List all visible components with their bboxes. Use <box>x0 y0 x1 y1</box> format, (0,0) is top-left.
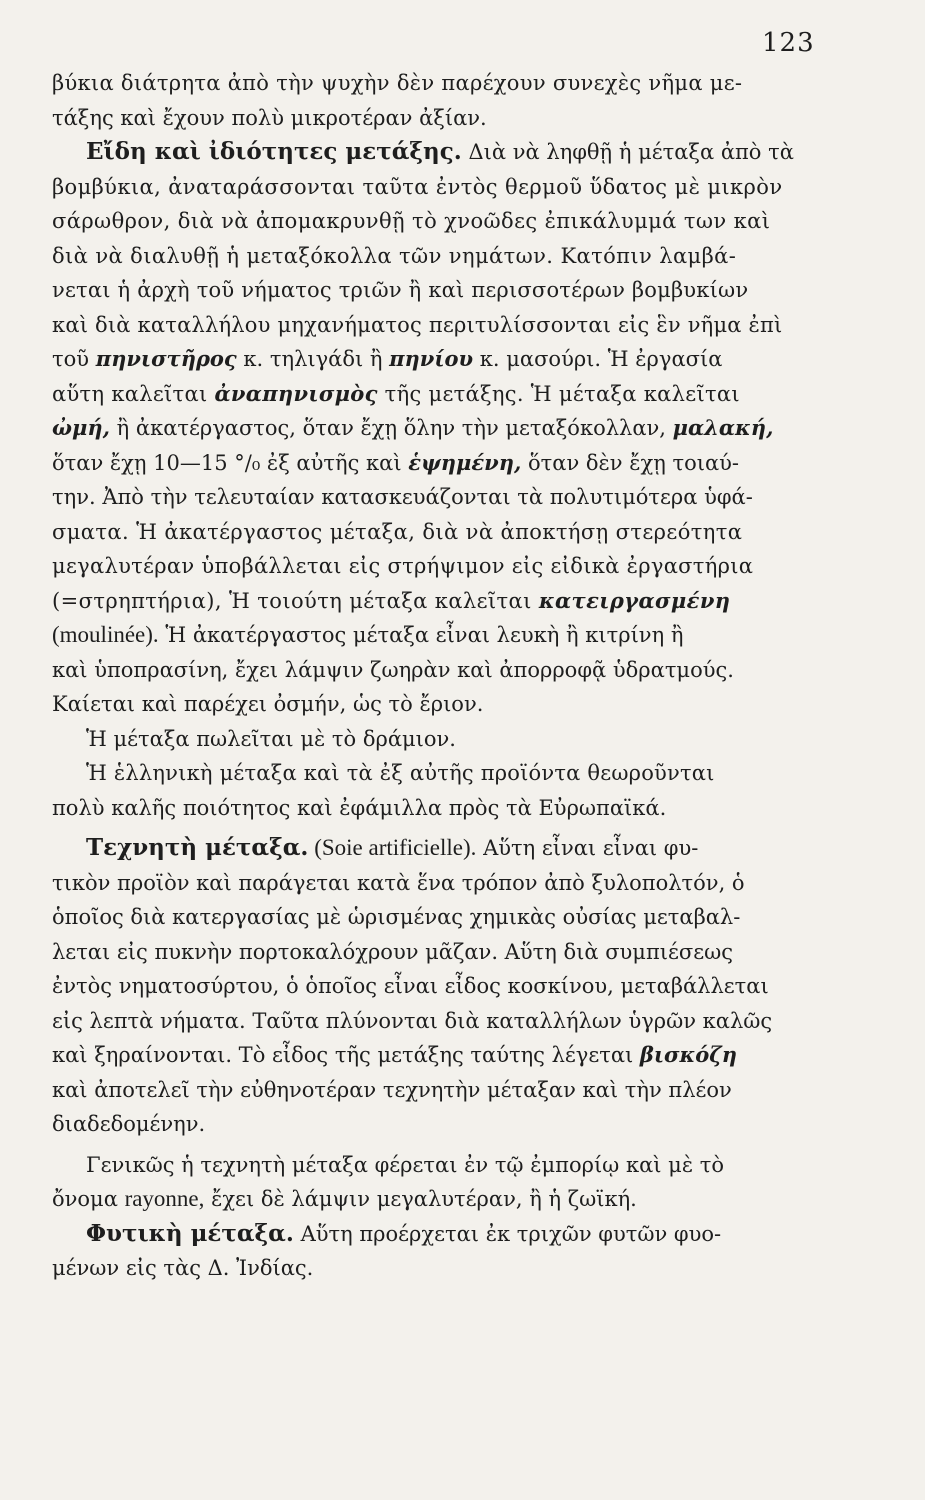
text-span: αὕτη καλεῖται <box>52 381 215 406</box>
text-span: Αὕτη εἶναι εἶναι φυ- <box>476 836 699 860</box>
text-line: εἰς λεπτὰ νήματα. Ταῦτα πλύνονται διὰ καταλλήλων ὑγρῶν καλῶς <box>52 1008 773 1033</box>
text-line <box>52 446 812 481</box>
text-span: ὅταν δὲν ἔχῃ τοιαύ- <box>521 450 740 475</box>
emphasized-term: ὠμή, <box>52 415 110 440</box>
text-line: νεται ἡ ἀρχὴ τοῦ νήματος τριῶν ἢ καὶ περισσοτέρων βομβυκίων <box>52 278 749 302</box>
paragraph-2 <box>52 135 812 722</box>
text-span: ἢ ἀκατέργαστος, ὅταν ἔχῃ ὅλην τὴν μεταξόκολλαν, <box>109 416 673 440</box>
text-line: μεγαλυτέραν ὑποβάλλεται εἰς στρήψιμον εἰς εἰδικὰ ἐργαστήρια <box>52 554 754 578</box>
text-span: Ἡ ἀκατέργαστος μέταξα εἶναι λευκὴ ἢ κιτρίνη ἢ <box>158 623 684 647</box>
text-line: βύκια διάτρητα ἀπὸ τὴν ψυχὴν δὲν παρέχουν συνεχὲς νῆμα με- <box>52 71 743 95</box>
section-heading: Τεχνητὴ μέταξα. <box>86 834 309 861</box>
text-span: τῆς μετάξης. Ἡ μέταξα καλεῖται <box>377 381 740 406</box>
text-line: την. Ἀπὸ τὴν τελευταίαν κατασκευάζονται τὰ πολυτιμότερα ὑφά- <box>52 485 753 509</box>
emphasized-term: πηνίου <box>389 346 474 371</box>
text-line: Καίεται καὶ παρέχει ὀσμήν, ὡς τὸ ἔριον. <box>52 692 484 716</box>
text-line: διαδεδομένην. <box>52 1112 206 1136</box>
paragraph-7 <box>52 1217 812 1286</box>
text-line: σματα. Ἡ ἀκατέργαστος μέταξα, διὰ νὰ ἀποκτήσῃ στερεότητα <box>52 519 743 544</box>
section-heading: Φυτικὴ μέταξα. <box>86 1219 294 1247</box>
emphasized-term: πηνιστῆρος <box>95 346 237 371</box>
text-line: βομβύκια, ἀναταράσσονται ταῦτα ἐντὸς θερμοῦ ὕδατος μὲ μικρὸν <box>52 174 783 199</box>
paragraph-6 <box>52 1148 812 1217</box>
emphasized-term: ἑψημένη, <box>408 449 522 475</box>
text-line: σάρωθρον, διὰ νὰ ἀπομακρυνθῇ τὸ χνοῶδες ἐπικάλυμμά των καὶ <box>52 209 771 233</box>
emphasized-term: μαλακή, <box>672 415 774 440</box>
text-line <box>52 1217 812 1252</box>
text-line: ὁποῖος διὰ κατεργασίας μὲ ὡρισμένας χημικὰς οὐσίας μεταβαλ- <box>52 905 741 929</box>
text-span: ἔχει δὲ λάμψιν μεγαλυτέραν, ἢ ἡ ζωϊκή. <box>204 1187 637 1211</box>
text-span: κ. μασούρι. Ἡ ἐργασία <box>473 347 723 371</box>
text-line <box>52 584 812 619</box>
emphasized-term: κατειργασμένη <box>538 587 731 613</box>
text-line: πολὺ καλῆς ποιότητος καὶ ἐφάμιλλα πρὸς τὰ Εὐρωπαϊκά. <box>52 795 667 820</box>
page-number: 123 <box>762 28 815 58</box>
text-line <box>52 135 812 170</box>
text-line <box>52 1182 812 1217</box>
text-line <box>52 831 812 866</box>
latin-term: (Soie artificielle). <box>308 835 477 860</box>
text-span: (=στρηπτήρια), Ἡ τοιούτη μέταξα καλεῖται <box>52 588 539 613</box>
text-line: μένων εἰς τὰς Δ. Ἰνδίας. <box>52 1256 314 1280</box>
text-span: Αὕτη προέρχεται ἐκ τριχῶν φυτῶν φυο- <box>293 1221 722 1246</box>
paragraph-5 <box>52 831 812 1142</box>
text-span: καὶ ξηραίνονται. Τὸ εἶδος τῆς μετάξης ταύτης λέγεται <box>52 1043 640 1067</box>
text-line: Ἡ ἑλληνικὴ μέταξα καὶ τὰ ἐξ αὐτῆς προϊόντα θεωροῦνται <box>86 761 715 785</box>
latin-term: rayonne, <box>124 1186 205 1211</box>
text-span: τοῦ <box>52 347 96 371</box>
text-line <box>52 377 812 412</box>
text-span: ὅταν ἔχῃ 10—15 °/₀ ἐξ αὐτῆς καὶ <box>52 450 409 475</box>
emphasized-term: ἀναπηνισμὸς <box>214 380 378 406</box>
text-span: ὄνομα <box>52 1187 125 1211</box>
text-line: τάξης καὶ ἔχουν πολὺ μικροτέραν ἀξίαν. <box>52 105 487 130</box>
latin-term: (moulinée). <box>52 622 159 647</box>
text-line: Ἡ μέταξα πωλεῖται μὲ τὸ δράμιον. <box>86 726 456 751</box>
text-line: καὶ διὰ καταλλήλου μηχανήματος περιτυλίσσονται εἰς ἓν νῆμα ἐπὶ <box>52 312 783 337</box>
page-text <box>52 66 812 1286</box>
text-line <box>52 411 812 446</box>
text-line <box>52 618 812 653</box>
paragraph-4 <box>52 756 812 825</box>
paragraph-3 <box>52 722 812 757</box>
text-line: λεται εἰς πυκνὴν πορτοκαλόχρουν μᾶζαν. Αὕτη διὰ συμπιέσεως <box>52 939 733 964</box>
text-line: Γενικῶς ἡ τεχνητὴ μέταξα φέρεται ἐν τῷ ἐμπορίῳ καὶ μὲ τὸ <box>86 1152 725 1177</box>
text-span: κ. τηλιγάδι ἢ <box>236 347 390 371</box>
text-line <box>52 1038 812 1073</box>
text-line: καὶ ἀποτελεῖ τὴν εὐθηνοτέραν τεχνητὴν μέταξαν καὶ τὴν πλέον <box>52 1077 732 1102</box>
section-heading: Εἴδη καὶ ἰδιότητες μετάξης. <box>86 138 462 165</box>
text-line: ἐντὸς νηματοσύρτου, ὁ ὁποῖος εἶναι εἶδος κοσκίνου, μεταβάλλεται <box>52 974 769 998</box>
paragraph-1 <box>52 66 812 135</box>
text-line <box>52 342 812 377</box>
emphasized-term: βισκόζη <box>639 1042 737 1067</box>
text-line: τικὸν προϊὸν καὶ παράγεται κατὰ ἕνα τρόπον ἀπὸ ξυλοπολτόν, ὁ <box>52 870 745 895</box>
text-line: διὰ νὰ διαλυθῇ ἡ μεταξόκολλα τῶν νημάτων. Κατόπιν λαμβά- <box>52 243 737 268</box>
text-span: Διὰ νὰ ληφθῇ ἡ μέταξα ἀπὸ τὰ <box>461 140 794 164</box>
text-line: καὶ ὑποπρασίνη, ἔχει λάμψιν ζωηρὰν καὶ ἀπορροφᾷ ὑδρατμούς. <box>52 657 734 682</box>
